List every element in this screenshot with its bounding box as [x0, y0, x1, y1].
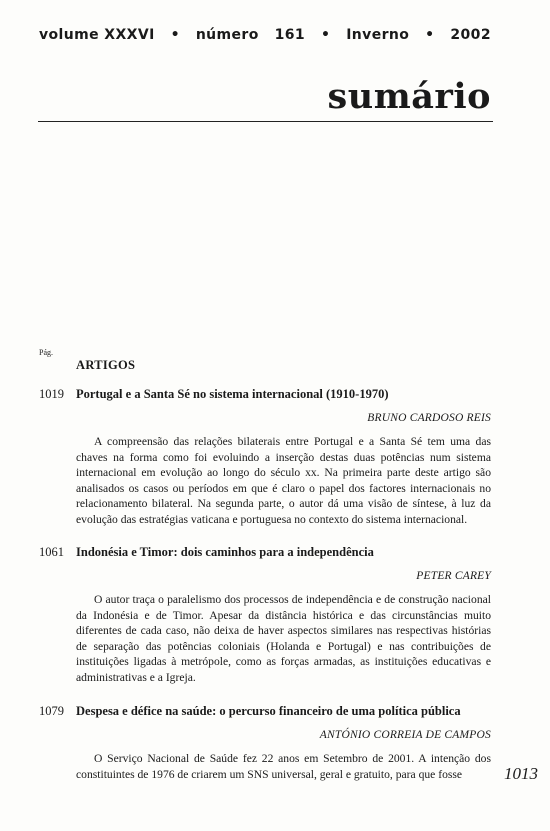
article-heading — [39, 545, 491, 560]
article-title[interactable]: Indonésia e Timor: dois caminhos para a independência — [76, 545, 374, 559]
article-title[interactable]: Portugal e a Santa Sé no sistema internacional (1910-1970) — [76, 387, 389, 401]
article-page-number: 1079 — [39, 704, 64, 718]
article-page-number: 1061 — [39, 545, 64, 559]
section-heading: ARTIGOS — [76, 358, 136, 372]
bullet-separator: • — [170, 27, 180, 43]
article-heading — [39, 704, 491, 719]
article-author: ANTÓNIO CORREIA DE CAMPOS — [319, 729, 491, 741]
article-abstract: O autor traça o paralelismo dos processos de independência e de construção nacional da Indonésia e de Timor. Apesar da distância histórica e das circunstâncias muito diferentes de cada caso, não deixa de haver aspectos similares nas respectivas histórias de separação das potências coloniais (Holanda e Portugal) e nas contribuições de instituições ligadas à metrópole, como as forças armadas, as instituições educativas e administrativas e a Igreja. — [76, 593, 491, 684]
page-column-label: Pág. — [39, 348, 53, 357]
article-abstract: A compreensão das relações bilaterais entre Portugal e a Santa Sé tem uma das chaves na forma como foi evoluindo a inserção destas duas potências num sistema internacional em evolução ao longo do século xx. Na primeira parte deste artigo são analisados os casos ou períodos em que é claro o papel dos factores internacionais no relacionamento bilateral. Na segunda parte, o autor dá uma visão de síntese, à luz da evolução das estratégias vaticana e portuguesa no contexto do sistema internacional. — [76, 435, 491, 526]
year-label: 2002 — [450, 27, 491, 43]
page-title: sumário — [327, 76, 491, 117]
article-heading — [39, 387, 491, 402]
bullet-separator: • — [425, 27, 435, 43]
article-abstract: O Serviço Nacional de Saúde fez 22 anos em Setembro de 2001. A intenção dos constituintes de 1976 de criarem um SNS universal, geral e gratuito, para que fosse — [76, 752, 491, 781]
season-label: Inverno — [346, 27, 410, 43]
journal-header — [39, 27, 491, 43]
article-entry — [39, 387, 491, 528]
bullet-separator: • — [320, 27, 331, 43]
article-author: PETER CAREY — [416, 570, 491, 582]
page-folio-number: 1013 — [504, 764, 538, 783]
numero-label: número — [195, 27, 259, 43]
issue-number: 161 — [274, 27, 306, 43]
volume-label: volume XXXVI — [39, 27, 155, 43]
article-title[interactable]: Despesa e défice na saúde: o percurso financeiro de uma política pública — [76, 704, 461, 718]
article-entry — [39, 545, 491, 686]
article-page-number: 1019 — [39, 387, 64, 401]
article-entry — [39, 704, 491, 782]
article-author: BRUNO CARDOSO REIS — [367, 412, 491, 424]
title-rule — [38, 121, 493, 122]
